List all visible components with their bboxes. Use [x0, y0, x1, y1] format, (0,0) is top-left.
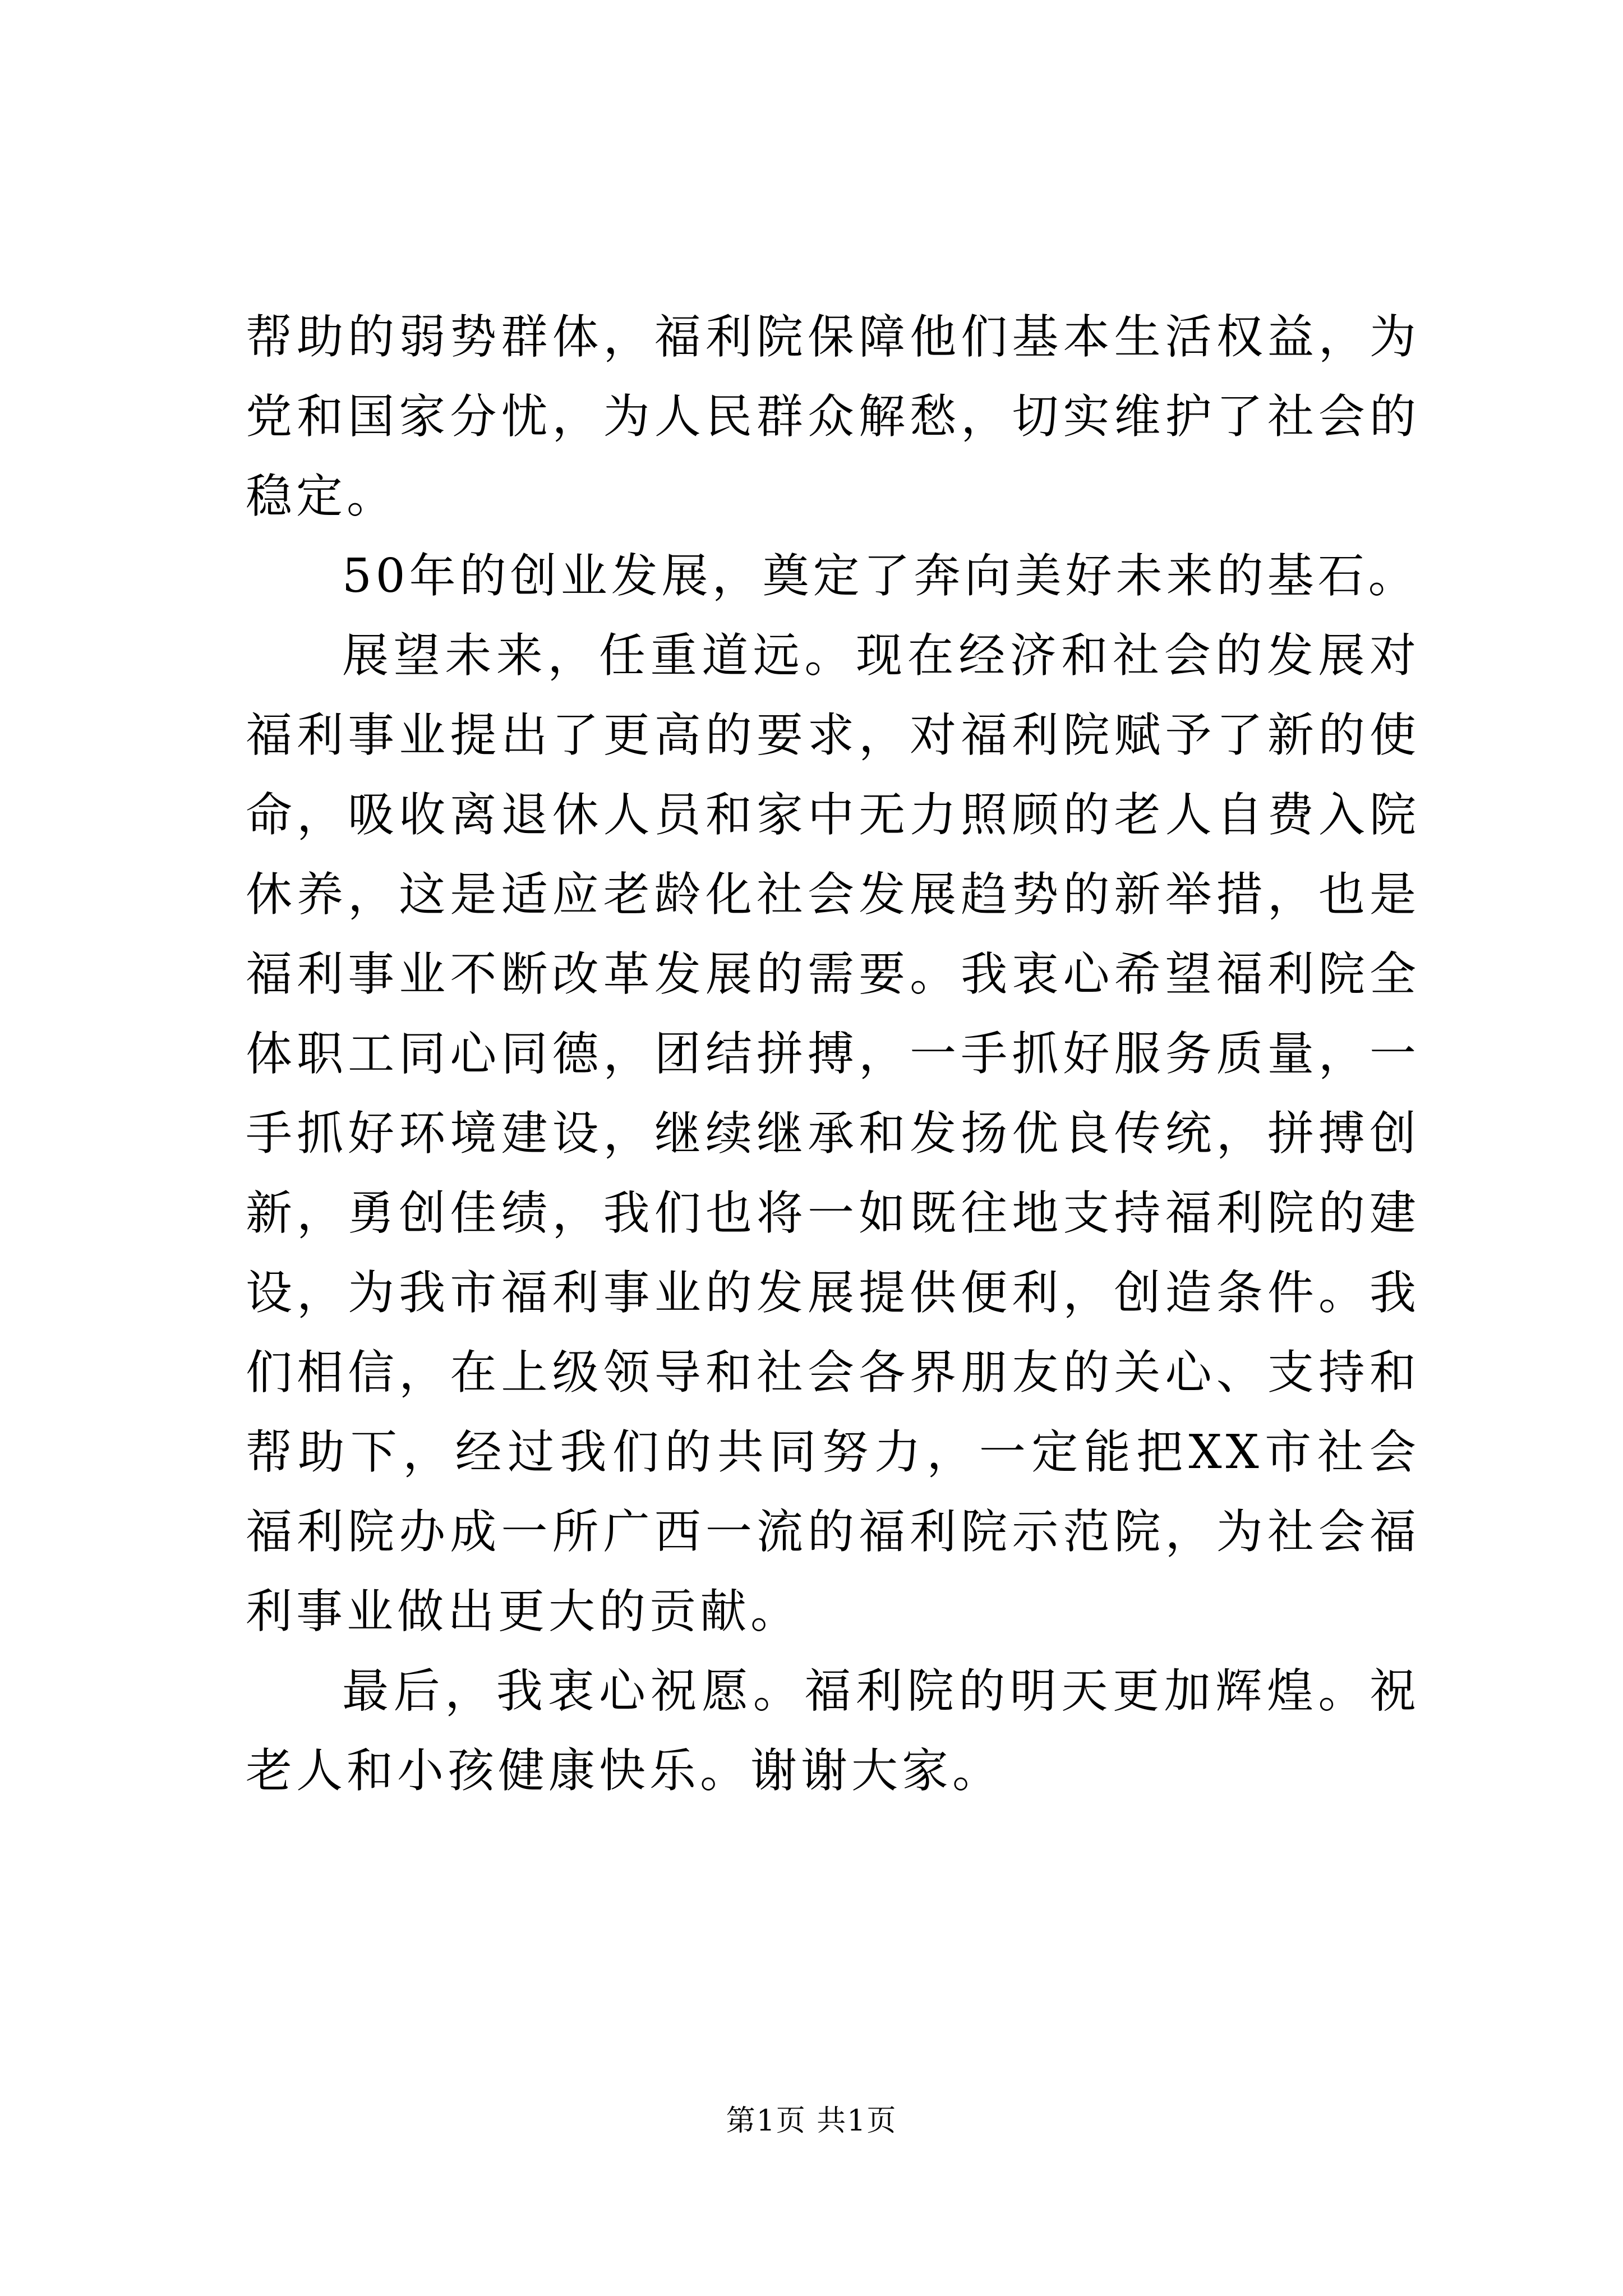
page-number-footer: 第1页 共1页: [726, 2104, 897, 2138]
paragraph-outlook: 展望未来，任重道远。现在经济和社会的发展对福利事业提出了更高的要求，对福利院赋予了新的使命，吸收离退休人员和家中无力照顾的老人自费入院休养，这是适应老龄化社会发展趋势的新举措，也是福利事业不断改革发展的需要。我衷心希望福利院全体职工同心同德，团结拼搏，一手抓好服务质量，一手抓好环境建设，继续继承和发扬优良传统，拼搏创新，勇创佳绩，我们也将一如既往地支持福利院的建设，为我市福利事业的发展提供便利，创造条件。我们相信，在上级领导和社会各界朋友的关心、支持和帮助下，经过我们的共同努力，一定能把XX市社会福利院办成一所广西一流的福利院示范院，为社会福利事业做出更大的贡献。: [246, 628, 1420, 1639]
paragraph-continuation: 帮助的弱势群体，福利院保障他们基本生活权益，为党和国家分忧，为人民群众解愁，切实维护了社会的稳定。: [246, 310, 1420, 523]
paragraph-foundation: 50年的创业发展，奠定了奔向美好未来的基石。: [342, 549, 1419, 603]
paragraph-closing: 最后，我衷心祝愿。福利院的明天更加辉煌。祝老人和小孩健康快乐。谢谢大家。: [246, 1664, 1420, 1798]
document-body: [246, 297, 1420, 1811]
